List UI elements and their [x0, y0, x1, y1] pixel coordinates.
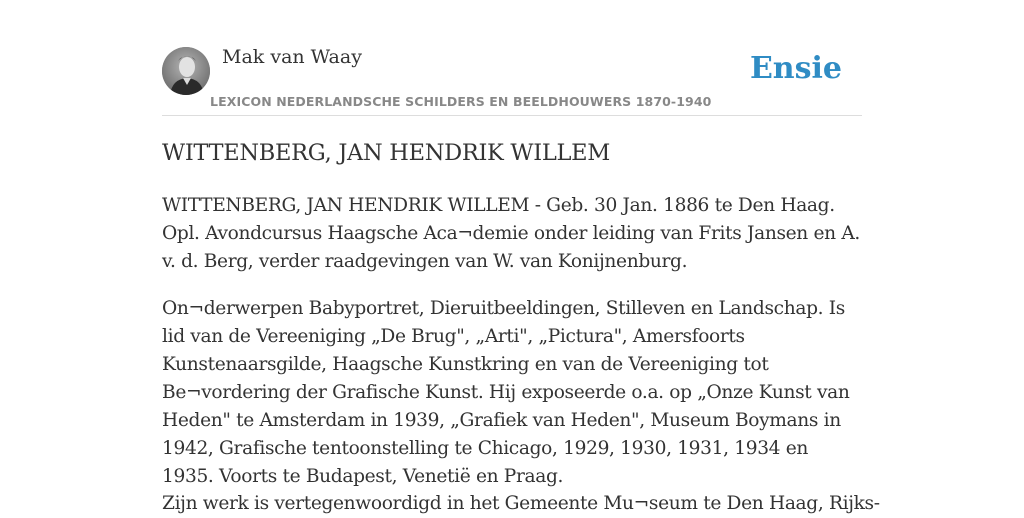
paragraph-subjects: On¬derwerpen Babyportret, Dieruitbeeldingen, Stilleven en Landschap. Is lid van de Vereeniging „De Brug", „Arti", „Pictura", Amersfoorts Kunstenaarsgilde, Haagsche Kunstkring en van de Vereeniging tot Be¬vordering der Grafische Kunst. Hij exposeerde o.a. op „Onze Kunst van Heden" te Amsterdam in 1939, „Grafiek van Heden", Museum Boymans in 1942, Grafische tentoonstelling te Chicago, 1929, 1930, 1931, 1934 en 1935. Voorts te Budapest, Venetië en Praag.: [162, 298, 850, 487]
author-name[interactable]: Mak van Waay: [222, 46, 362, 68]
header-divider: [162, 115, 862, 116]
ensie-logo[interactable]: Ensie: [749, 51, 842, 86]
author-avatar[interactable]: [162, 47, 210, 95]
paragraph-collections: Zijn werk is vertegenwoordigd in het Gemeente Mu¬seum te Den Haag, Rijks-: [162, 493, 880, 514]
page-title: WITTENBERG, JAN HENDRIK WILLEM: [162, 140, 610, 166]
source-title[interactable]: LEXICON NEDERLANDSCHE SCHILDERS EN BEELDHOUWERS 1870-1940: [210, 94, 712, 109]
portrait-icon: [162, 47, 210, 95]
paragraph-intro: WITTENBERG, JAN HENDRIK WILLEM - Geb. 30 Jan. 1886 te Den Haag. Opl. Avondcursus Haagsche Aca¬demie onder leiding van Frits Jansen en A. v. d. Berg, verder raadgevingen van W. van Konijnenburg.: [162, 195, 860, 272]
